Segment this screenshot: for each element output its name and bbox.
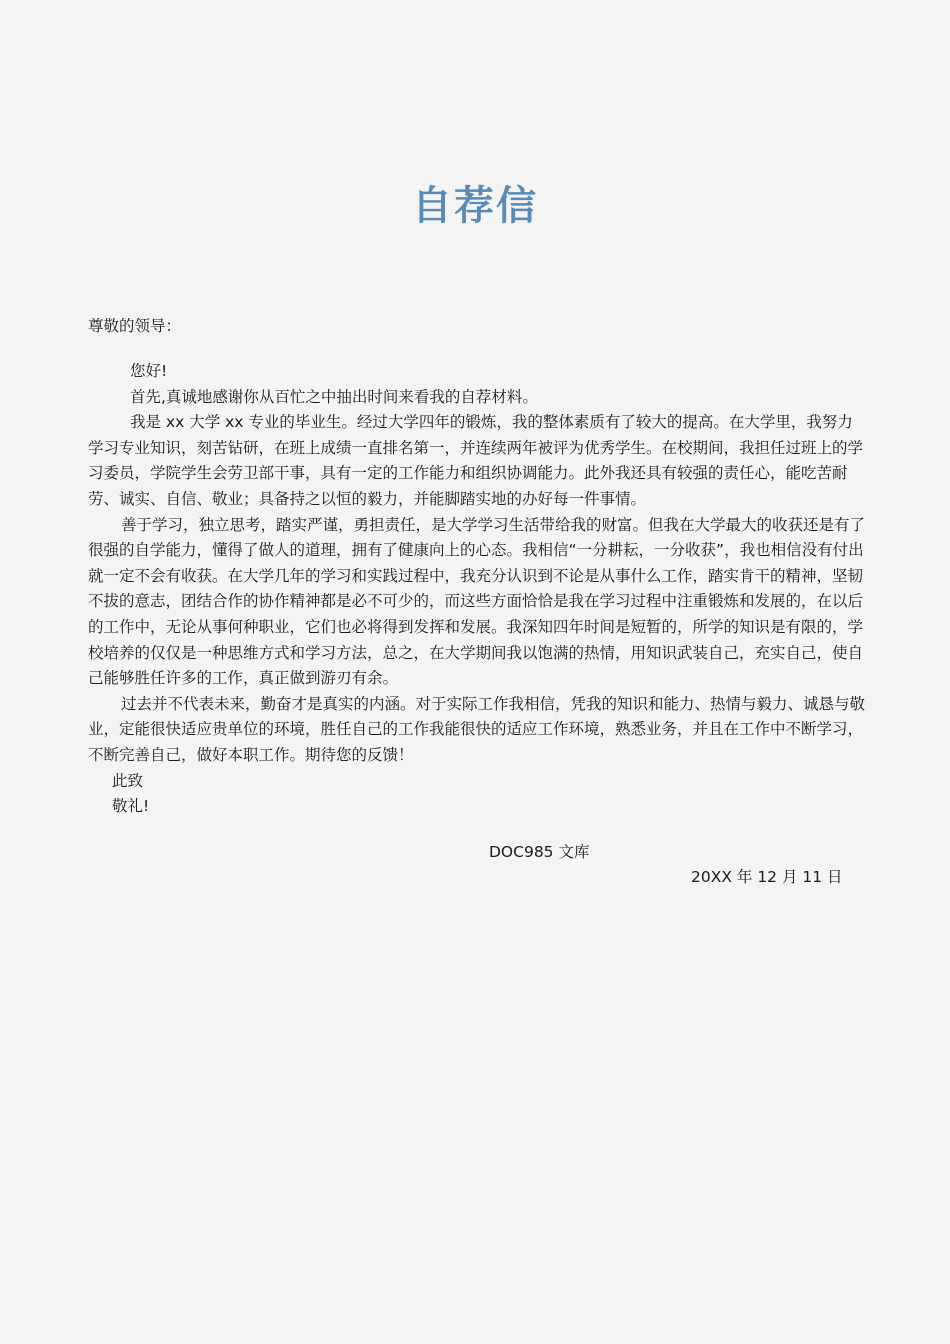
signature: DOC985 文库: [489, 843, 590, 861]
paragraph-1: 首先,真诚地感谢你从百忙之中抽出时间来看我的自荐材料。: [130, 387, 538, 406]
paragraph-4: 过去并不代表未来，勤奋才是真实的内涵。对于实际工作我相信，凭我的知识和能力、热情与毅力、诚恳与敬业，定能很快适应贵单位的环境，胜任自己的工作我能很快的适应工作环境，熟悉业务，并且在工作中不断学习，不断完善自己，做好本职工作。期待您的反馈！: [88, 694, 866, 764]
letter-body: [88, 359, 868, 820]
salutation: 尊敬的领导：: [88, 317, 182, 335]
letter-title: 自荐信: [412, 183, 538, 229]
closing-line-2: 敬礼!: [112, 797, 150, 816]
greeting: 您好!: [130, 362, 168, 380]
letter-date: 20XX 年 12 月 11 日: [691, 868, 843, 886]
closing-line-1: 此致: [112, 771, 144, 790]
paragraph-3: 善于学习，独立思考，踏实严谨，勇担责任，是大学学习生活带给我的财富。但我在大学最大的收获还是有了很强的自学能力，懂得了做人的道理，拥有了健康向上的心态。我相信“一分耕耘，一分收获”，我也相信没有付出就一定不会有收获。在大学几年的学习和实践过程中，我充分认识到不论是从事什么工作，踏实肯干的精神，坚韧不拔的意志，团结合作的协作精神都是必不可少的，而这些方面恰恰是我在学习过程中注重锻炼和发展的，在以后的工作中，无论从事何种职业，它们也必将得到发挥和发展。我深知四年时间是短暂的，所学的知识是有限的，学校培养的仅仅是一种思维方式和学习方法，总之，在大学期间我以饱满的热情，用知识武装自己，充实自己，使自己能够胜任许多的工作，真正做到游刃有余。: [88, 515, 866, 688]
paragraph-2: 我是 xx 大学 xx 专业的毕业生。经过大学四年的锻炼，我的整体素质有了较大的提高。在大学里，我努力学习专业知识，刻苦钻研，在班上成绩一直排名第一，并连续两年被评为优秀学生。在校期间，我担任过班上的学习委员，学院学生会劳卫部干事，具有一定的工作能力和组织协调能力。此外我还具有较强的责任心，能吃苦耐劳、诚实、自信、敬业；具备持之以恒的毅力，并能脚踏实地的办好每一件事情。: [88, 413, 864, 508]
